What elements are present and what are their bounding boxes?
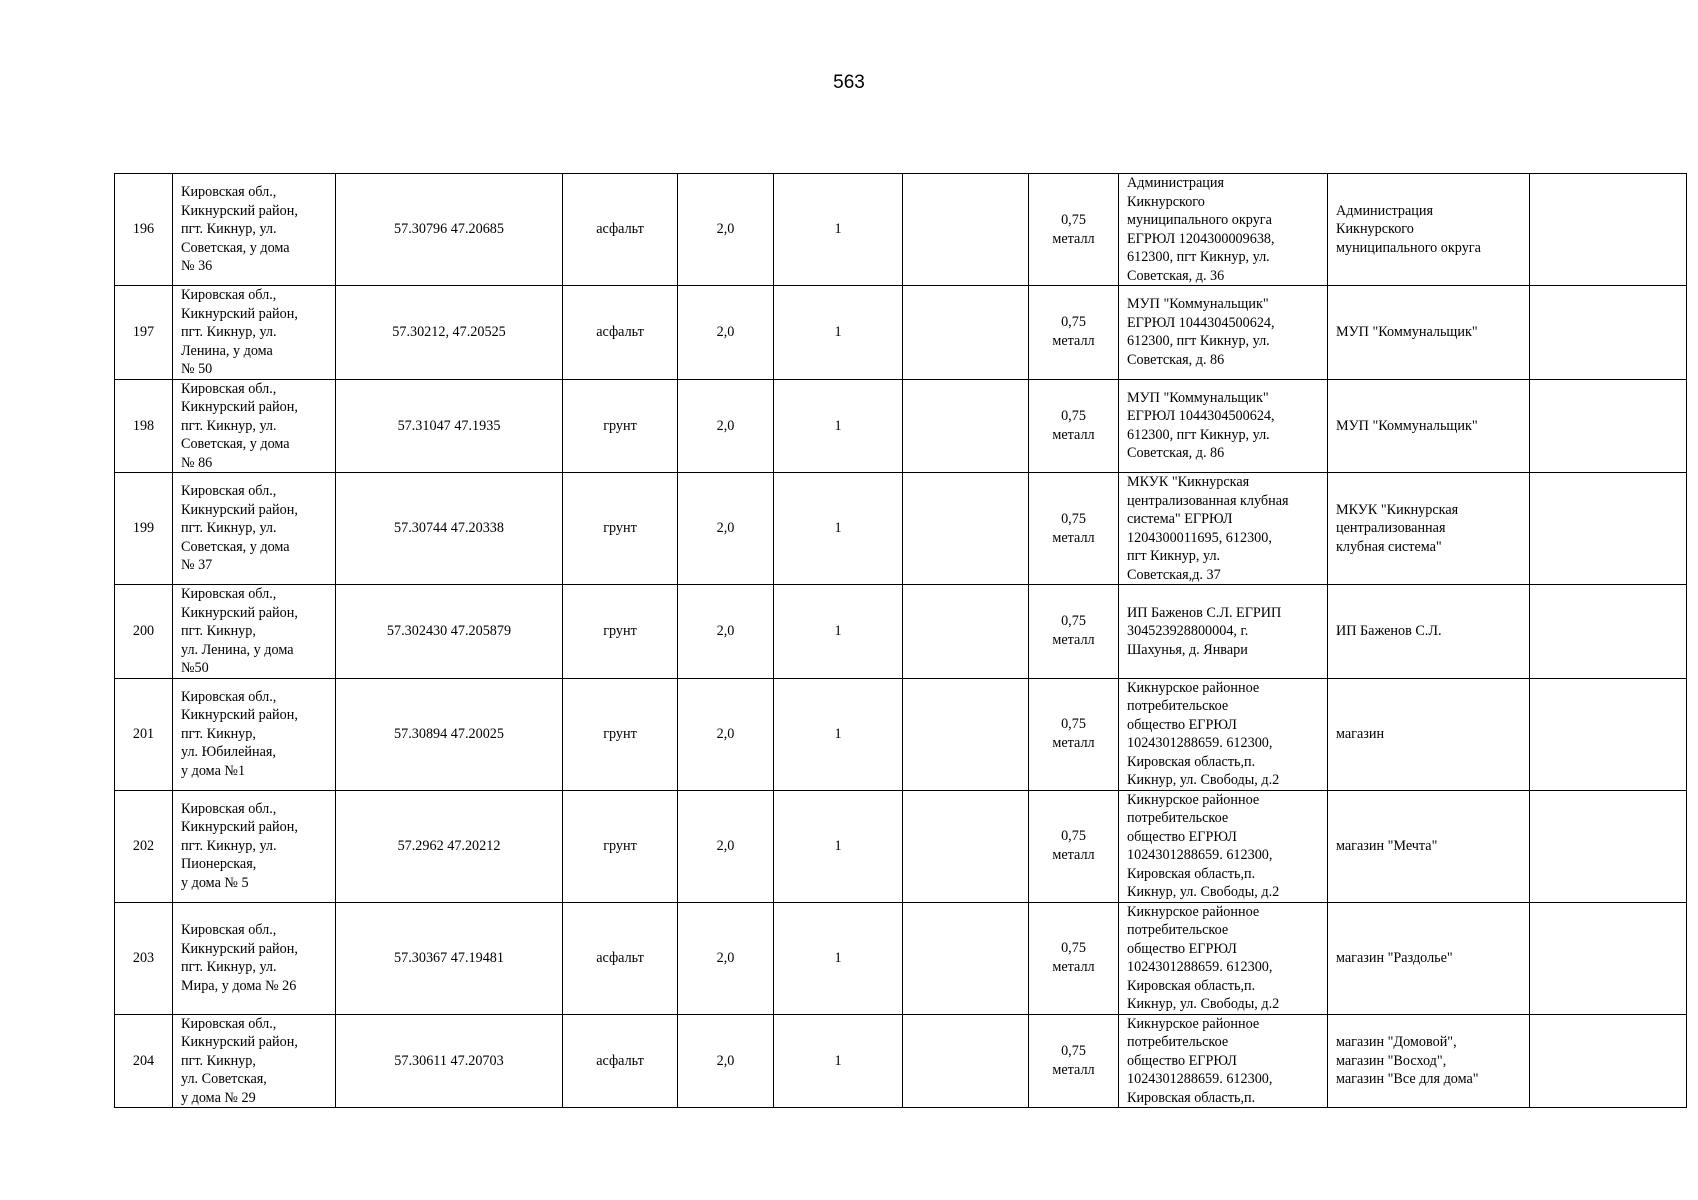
source-text: магазин [1336,725,1385,742]
row-number-cell [115,902,173,1014]
source-text: Администрация Кикнурского муниципального округа [1336,202,1481,256]
owner-text: Администрация Кикнурского муниципального округа ЕГРЮЛ 1204300009638, 612300, пгт Кикнур, ул. Советская, д. 36 [1127,175,1275,284]
area-text: 2,0 [716,837,735,854]
row-number-cell [115,678,173,790]
source-cell [1328,174,1530,286]
row-number: 196 [132,221,155,238]
extra-cell [903,678,1029,790]
coordinates-cell [336,473,563,585]
coordinates-cell [336,790,563,902]
address-text: Кировская обл., Кикнурский район, пгт. Кикнур, ул. Юбилейная, у дома №1 [181,688,298,779]
note-cell [1530,585,1687,679]
table-row [115,790,1687,902]
table-row [115,286,1687,380]
owner-cell [1119,678,1328,790]
source-cell [1328,473,1530,585]
container-count-cell [774,174,903,286]
address-cell [173,286,336,380]
surface-cell [563,790,678,902]
extra-cell [903,585,1029,679]
material-text: металл [1052,959,1095,975]
owner-cell [1119,1014,1328,1108]
source-text: ИП Баженов С.Л. [1336,623,1442,639]
extra-cell [903,286,1029,380]
container-count-text: 1 [834,417,842,434]
container-count-cell [774,473,903,585]
volume-material-cell [1029,286,1119,380]
area-cell [678,174,774,286]
volume-material-cell [1029,1014,1119,1108]
row-number-cell [115,790,173,902]
coordinates-cell [336,174,563,286]
address-text: Кировская обл., Кикнурский район, пгт. Кикнур, ул. Советская, у дома № 29 [181,1015,298,1106]
table-row [115,902,1687,1014]
coordinates-cell [336,286,563,380]
surface-text: грунт [603,837,637,854]
owner-text: Кикнурское районное потребительское общество ЕГРЮЛ 1024301288659. 612300, Кировская область,п. Кикнур, ул. Свободы, д.2 [1127,791,1280,900]
surface-text: асфальт [596,949,644,966]
extra-cell [903,174,1029,286]
address-text: Кировская обл., Кикнурский район, пгт. Кикнур, ул. Ленина, у дома № 50 [181,287,298,377]
container-count-text: 1 [834,520,842,537]
volume-text: 0,75 [1061,314,1086,331]
container-count-cell [774,902,903,1014]
source-cell [1328,1014,1530,1108]
note-cell [1530,286,1687,380]
area-cell [678,473,774,585]
surface-cell [563,379,678,473]
volume-text: 0,75 [1061,613,1086,630]
area-cell [678,286,774,380]
source-cell [1328,286,1530,380]
note-cell [1530,473,1687,585]
volume-text: 0,75 [1061,211,1086,228]
area-cell [678,790,774,902]
address-cell [173,379,336,473]
row-number-cell [115,473,173,585]
volume-material-cell [1029,473,1119,585]
row-number-cell [115,379,173,473]
note-cell [1530,1014,1687,1108]
source-text: МКУК "Кикнурская централизованная клубная система" [1336,501,1459,555]
row-number: 204 [132,1052,155,1069]
container-count-text: 1 [834,623,842,639]
coordinates-cell [336,585,563,679]
coordinates-cell [336,902,563,1014]
surface-cell [563,174,678,286]
source-cell [1328,585,1530,679]
volume-text: 0,75 [1061,940,1086,956]
source-text: магазин "Раздолье" [1336,949,1453,966]
material-text: металл [1052,632,1095,649]
area-text: 2,0 [716,623,735,639]
registry-table [114,173,1687,1108]
coordinates-text: 57.30611 47.20703 [394,1052,504,1069]
material-text: металл [1052,333,1095,350]
surface-text: асфальт [596,1052,644,1069]
table-row [115,585,1687,679]
volume-material-cell [1029,790,1119,902]
container-count-cell [774,678,903,790]
owner-cell [1119,286,1328,380]
surface-cell [563,678,678,790]
owner-cell [1119,473,1328,585]
surface-cell [563,902,678,1014]
area-text: 2,0 [716,417,735,434]
volume-material-cell [1029,379,1119,473]
owner-cell [1119,585,1328,679]
extra-cell [903,1014,1029,1108]
address-cell [173,585,336,679]
volume-material-cell [1029,902,1119,1014]
material-text: металл [1052,735,1095,751]
coordinates-text: 57.30744 47.20338 [394,520,504,537]
area-cell [678,678,774,790]
volume-text: 0,75 [1061,407,1086,424]
address-text: Кировская обл., Кикнурский район, пгт. Кикнур, ул. Советская, у дома № 36 [181,184,298,275]
container-count-cell [774,379,903,473]
coordinates-cell [336,1014,563,1108]
surface-text: грунт [603,623,637,639]
container-count-text: 1 [834,324,842,340]
row-number: 202 [132,837,155,854]
address-cell [173,790,336,902]
container-count-text: 1 [834,949,842,966]
address-cell [173,902,336,1014]
area-cell [678,379,774,473]
address-text: Кировская обл., Кикнурский район, пгт. Кикнур, ул. Советская, у дома № 37 [181,483,298,574]
volume-text: 0,75 [1061,1042,1086,1059]
source-text: магазин "Мечта" [1336,837,1438,854]
note-cell [1530,678,1687,790]
volume-material-cell [1029,174,1119,286]
source-cell [1328,790,1530,902]
coordinates-text: 57.30212, 47.20525 [392,324,506,340]
row-number: 201 [132,725,155,742]
coordinates-text: 57.302430 47.205879 [386,623,512,639]
volume-material-cell [1029,585,1119,679]
volume-text: 0,75 [1061,716,1086,732]
container-count-text: 1 [834,837,842,854]
source-text: магазин "Домовой", магазин "Восход", магазин "Все для дома" [1336,1034,1479,1087]
surface-text: грунт [603,725,637,742]
owner-cell [1119,174,1328,286]
container-count-cell [774,286,903,380]
owner-text: Кикнурское районное потребительское общество ЕГРЮЛ 1024301288659. 612300, Кировская область,п. Кикнур, ул. Свободы, д.2 [1127,679,1280,788]
address-cell [173,473,336,585]
address-cell [173,678,336,790]
material-text: металл [1052,426,1095,443]
owner-text: МКУК "Кикнурская централизованная клубная система" ЕГРЮЛ 1204300011695, 612300, пгт Кикнур, ул. Советская,д. 37 [1127,474,1289,583]
table-row [115,473,1687,585]
volume-text: 0,75 [1061,828,1086,844]
container-count-cell [774,1014,903,1108]
surface-cell [563,473,678,585]
owner-text: ИП Баженов С.Л. ЕГРИП 304523928800004, г. Шахунья, д. Январи [1127,604,1282,658]
row-number: 200 [132,623,155,639]
extra-cell [903,902,1029,1014]
address-text: Кировская обл., Кикнурский район, пгт. Кикнур, ул. Пионерская, у дома № 5 [181,800,298,891]
owner-text: МУП "Коммунальщик" ЕГРЮЛ 1044304500624, 612300, пгт Кикнур, ул. Советская, д. 86 [1127,296,1275,368]
container-count-text: 1 [834,725,842,742]
address-cell [173,1014,336,1108]
row-number-cell [115,585,173,679]
material-text: металл [1052,1061,1095,1078]
table-row [115,678,1687,790]
owner-text: Кикнурское районное потребительское общество ЕГРЮЛ 1024301288659. 612300, Кировская область,п. [1127,1015,1273,1106]
area-cell [678,585,774,679]
surface-text: грунт [603,417,637,434]
area-text: 2,0 [716,949,735,966]
note-cell [1530,379,1687,473]
area-text: 2,0 [716,221,735,238]
area-cell [678,902,774,1014]
extra-cell [903,379,1029,473]
area-text: 2,0 [716,1052,735,1069]
area-text: 2,0 [716,324,735,340]
container-count-text: 1 [834,1052,842,1069]
coordinates-cell [336,379,563,473]
source-cell [1328,379,1530,473]
table-row [115,1014,1687,1108]
owner-cell [1119,902,1328,1014]
source-text: МУП "Коммунальщик" [1336,417,1478,434]
table-row [115,174,1687,286]
source-cell [1328,902,1530,1014]
area-text: 2,0 [716,520,735,537]
material-text: металл [1052,529,1095,546]
owner-cell [1119,379,1328,473]
note-cell [1530,902,1687,1014]
owner-cell [1119,790,1328,902]
row-number: 199 [132,520,155,537]
owner-text: МУП "Коммунальщик" ЕГРЮЛ 1044304500624, 612300, пгт Кикнур, ул. Советская, д. 86 [1127,389,1275,462]
row-number: 203 [132,949,155,966]
coordinates-text: 57.30894 47.20025 [394,725,504,742]
area-cell [678,1014,774,1108]
coordinates-text: 57.2962 47.20212 [397,837,501,854]
material-text: металл [1052,847,1095,863]
owner-text: Кикнурское районное потребительское общество ЕГРЮЛ 1024301288659. 612300, Кировская область,п. Кикнур, ул. Свободы, д.2 [1127,903,1280,1012]
address-text: Кировская обл., Кикнурский район, пгт. Кикнур, ул. Советская, у дома № 86 [181,380,298,471]
address-cell [173,174,336,286]
surface-cell [563,286,678,380]
extra-cell [903,790,1029,902]
coordinates-cell [336,678,563,790]
source-text: МУП "Коммунальщик" [1336,324,1478,340]
material-text: металл [1052,230,1095,247]
area-text: 2,0 [716,725,735,742]
note-cell [1530,174,1687,286]
container-count-cell [774,585,903,679]
row-number-cell [115,286,173,380]
table-row [115,379,1687,473]
note-cell [1530,790,1687,902]
volume-material-cell [1029,678,1119,790]
coordinates-text: 57.30796 47.20685 [394,221,504,238]
address-text: Кировская обл., Кикнурский район, пгт. Кикнур, ул. Мира, у дома № 26 [181,922,298,994]
source-cell [1328,678,1530,790]
extra-cell [903,473,1029,585]
row-number: 198 [132,417,155,434]
surface-text: асфальт [596,221,644,238]
row-number: 197 [132,324,155,340]
surface-text: асфальт [596,324,644,340]
row-number-cell [115,174,173,286]
container-count-text: 1 [834,221,842,238]
coordinates-text: 57.30367 47.19481 [394,949,504,966]
coordinates-text: 57.31047 47.1935 [397,417,501,434]
address-text: Кировская обл., Кикнурский район, пгт. Кикнур, ул. Ленина, у дома №50 [181,586,298,676]
container-count-cell [774,790,903,902]
surface-cell [563,1014,678,1108]
page-number: 563 [833,72,865,93]
row-number-cell [115,1014,173,1108]
volume-text: 0,75 [1061,510,1086,527]
surface-cell [563,585,678,679]
surface-text: грунт [603,520,637,537]
